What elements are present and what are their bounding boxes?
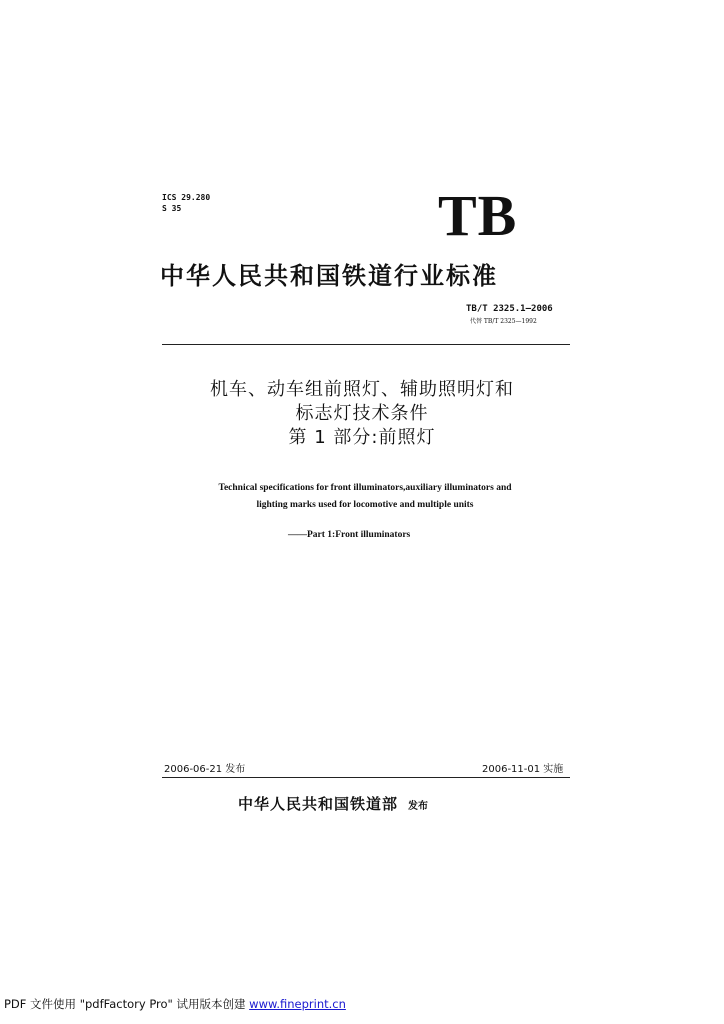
publisher-name: 中华人民共和国铁道部 [238,795,399,813]
implementation-date: 2006-11-01 实施 [482,764,564,775]
footer-link[interactable]: www.fineprint.cn [249,997,346,1011]
english-part-title: ——Part 1:Front illuminators [288,530,411,540]
issue-date: 2006-06-21 发布 [164,764,246,775]
top-divider [162,344,570,345]
publisher [238,792,428,819]
chinese-title-line2: 标志灯技术条件 [295,403,429,424]
bottom-divider [162,777,570,778]
classification-codes [162,192,210,214]
ics-code: ICS 29.280 [162,193,211,202]
chinese-title-line1: 机车、动车组前照灯、辅助照明灯和 [210,379,514,400]
chinese-title-line3: 第 1 部分:前照灯 [288,427,436,448]
tb-logo: TB [438,183,518,248]
footer-text: PDF 文件使用 "pdfFactory Pro" 试用版本创建 [4,997,246,1011]
ccs-code: S 35 [162,204,182,213]
standard-number: TB/T 2325.1—2006 [466,304,553,314]
english-title-line1: Technical specifications for front illuminators,auxiliary illuminators and [218,483,512,493]
chinese-title [160,378,564,450]
english-title-line2: lighting marks used for locomotive and multiple units [256,500,474,510]
publisher-action: 发布 [408,801,429,812]
replaces-note: 代替 TB/T 2325—1992 [470,318,537,325]
english-title [160,480,570,514]
standard-title: 中华人民共和国铁道行业标准 [160,261,498,290]
pdf-footer [4,996,346,1012]
